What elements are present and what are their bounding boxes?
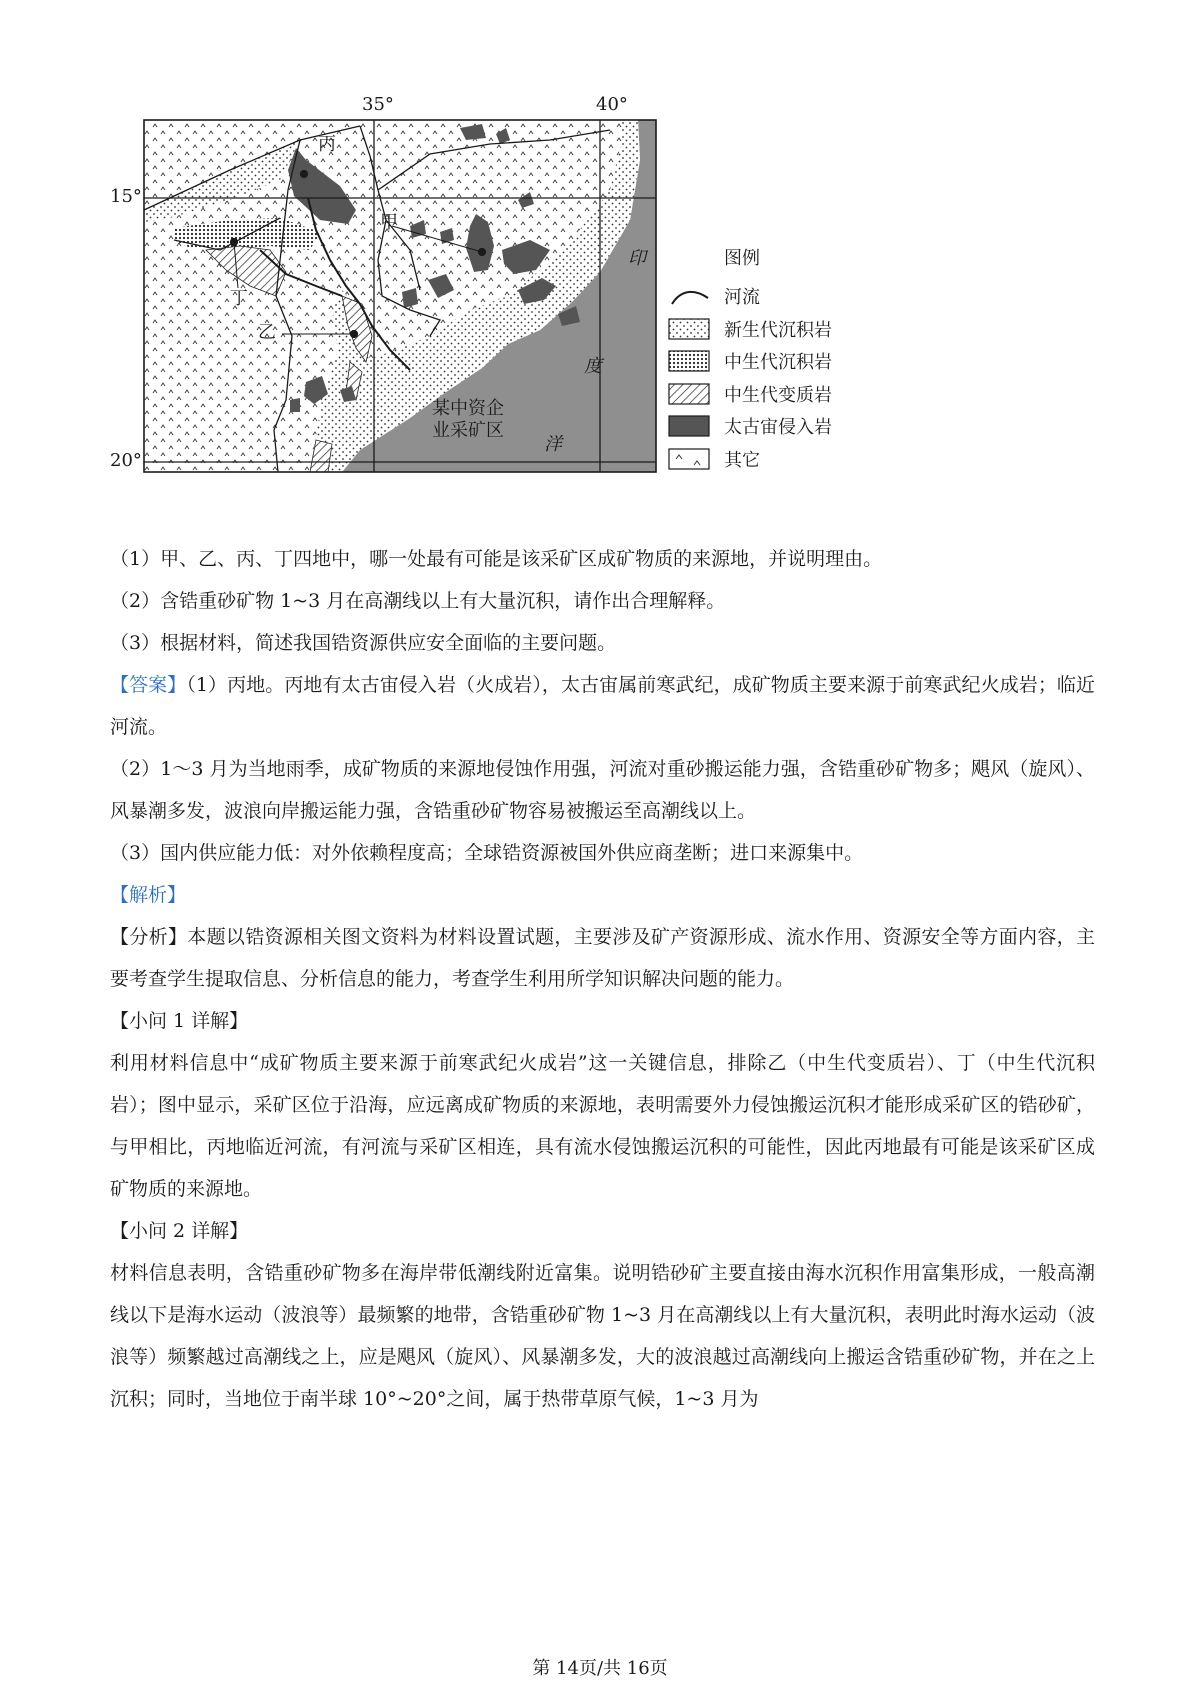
river-line-icon bbox=[668, 284, 712, 308]
question-1: （1）甲、乙、丙、丁四地中，哪一处最有可能是该采矿区成矿物质的来源地，并说明理由。 bbox=[110, 548, 883, 570]
caret-pattern-swatch-icon bbox=[668, 447, 712, 471]
legend-item-cenozoic-sediment: 新生代沉积岩 bbox=[668, 313, 832, 346]
question-content bbox=[110, 538, 1095, 1420]
question-2: （2）含锆重砂矿物 1~3 月在高潮线以上有大量沉积，请作出合理解释。 bbox=[110, 590, 726, 612]
lon-label-40: 40° bbox=[596, 94, 628, 115]
answer-paragraph-1 bbox=[110, 664, 1095, 748]
lon-label-35: 35° bbox=[362, 94, 394, 115]
legend-item-river: 河流 bbox=[668, 280, 832, 313]
dark-fill-swatch-icon bbox=[668, 414, 712, 438]
site-yi-label: 乙 bbox=[258, 322, 276, 343]
analysis-q1-heading: 【小问 1 详解】 bbox=[110, 1010, 249, 1032]
analysis-label: 【解析】 bbox=[110, 884, 187, 906]
dense-dotted-swatch-icon bbox=[668, 349, 712, 373]
answer-label: 【答案】 bbox=[110, 674, 187, 696]
ocean-label-yin: 印 bbox=[628, 248, 646, 269]
answer-paragraph-3: （3）国内供应能力低：对外依赖程度高；全球锆资源被国外供应商垄断；进口来源集中。 bbox=[110, 842, 864, 864]
analysis-q2-text: 材料信息表明，含锆重砂矿物多在海岸带低潮线附近富集。说明锆砂矿主要直接由海水沉积作用富集形成，一般高潮线以下是海水运动（波浪等）最频繁的地带，含锆重砂矿物 1~3 月在高潮线以上有大量沉积，表明此时海水运动（波浪等）频繁越过高潮线之上，应是飓风（旋风）、风暴潮多发，大的波浪越过高潮线向上搬运含锆重砂矿物，并在之上沉积；同时，当地位于南半球 10°~20°之间，属于热带草原气候，1~3 月为 bbox=[110, 1262, 1095, 1410]
lat-label-15: 15° bbox=[110, 186, 142, 207]
site-ding-label: 丁 bbox=[230, 288, 248, 309]
dotted-swatch-icon bbox=[668, 317, 712, 341]
legend-item-mesozoic-metamorphic: 中生代变质岩 bbox=[668, 378, 832, 411]
answer-paragraph-2: （2）1～3 月为当地雨季，成矿物质的来源地侵蚀作用强，河流对重砂搬运能力强，含锆重砂矿物多；飓风（旋风）、风暴潮多发，波浪向岸搬运能力强，含锆重砂矿物容易被搬运至高潮线以上。 bbox=[110, 758, 1095, 822]
analysis-q2-heading: 【小问 2 详解】 bbox=[110, 1220, 249, 1242]
legend-title: 图例 bbox=[724, 248, 760, 269]
legend-item-mesozoic-sediment: 中生代沉积岩 bbox=[668, 345, 832, 378]
analysis-fenxi: 【分析】本题以锆资源相关图文资料为材料设置试题，主要涉及矿产资源形成、流水作用、资源安全等方面内容，主要考查学生提取信息、分析信息的能力，考查学生利用所学知识解决问题的能力。 bbox=[110, 926, 1095, 990]
mine-area-label-2: 业采矿区 bbox=[432, 420, 504, 441]
lat-label-20: 20° bbox=[110, 450, 142, 471]
ocean-label-du: 度 bbox=[584, 356, 602, 377]
answer-1-text: （1）丙地。丙地有太古宙侵入岩（火成岩），太古宙属前寒武纪，成矿物质主要来源于前寒武纪火成岩；临近河流。 bbox=[110, 674, 1095, 738]
site-bing-label: 丙 bbox=[318, 134, 336, 155]
map-legend bbox=[668, 244, 832, 475]
geology-map bbox=[110, 94, 930, 520]
legend-item-archean-intrusive: 太古宙侵入岩 bbox=[668, 410, 832, 443]
ocean-label-yang: 洋 bbox=[544, 434, 562, 455]
analysis-q1-text: 利用材料信息中“成矿物质主要来源于前寒武纪火成岩”这一关键信息，排除乙（中生代变质岩）、丁（中生代沉积岩）；图中显示，采矿区位于沿海，应远离成矿物质的来源地，表明需要外力侵蚀搬运沉积才能形成采矿区的锆砂矿，与甲相比，丙地临近河流，有河流与采矿区相连，具有流水侵蚀搬运沉积的可能性，因此丙地最有可能是该采矿区成矿物质的来源地。 bbox=[110, 1052, 1095, 1200]
site-bing-marker bbox=[300, 170, 307, 177]
site-jia-label: 甲 bbox=[380, 212, 398, 233]
mine-area-label-1: 某中资企 bbox=[432, 398, 504, 419]
question-3: （3）根据材料，简述我国锆资源供应安全面临的主要问题。 bbox=[110, 632, 617, 654]
page-number: 第 14页/共 16页 bbox=[532, 1658, 668, 1679]
hatched-swatch-icon bbox=[668, 382, 712, 406]
legend-item-other: 其它 bbox=[668, 443, 832, 476]
